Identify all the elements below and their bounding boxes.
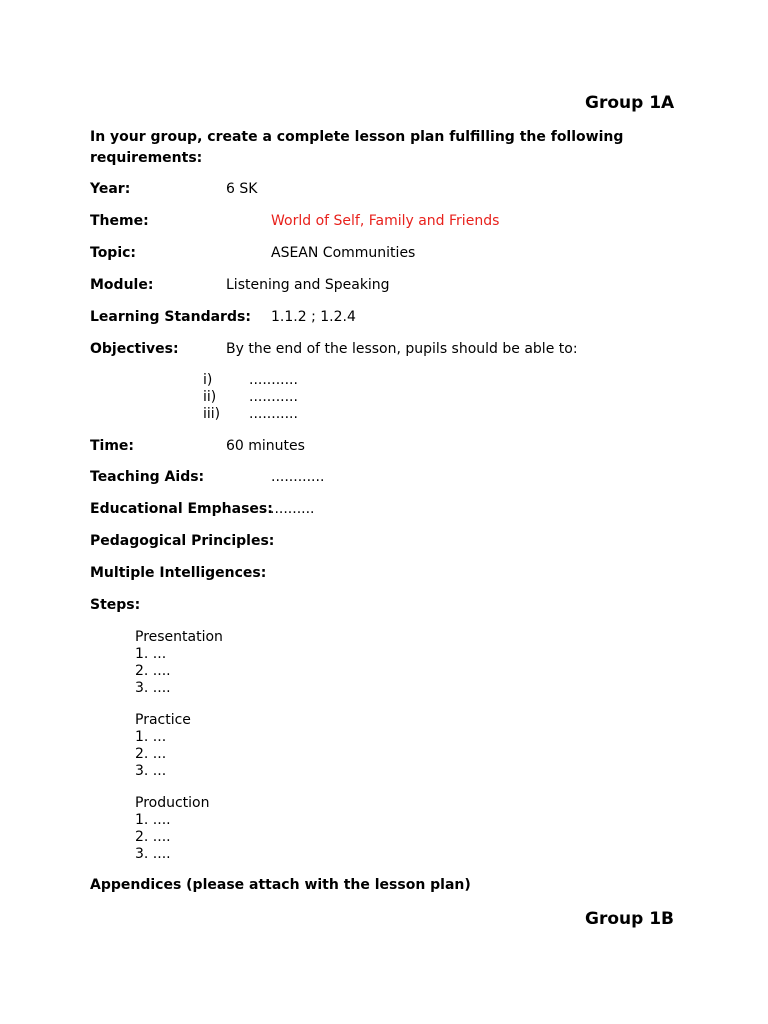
presentation-item: 3. .... <box>135 680 171 696</box>
production-item: 3. .... <box>135 846 171 862</box>
practice-item: 1. ... <box>135 729 167 745</box>
practice-title: Practice <box>135 712 191 728</box>
steps-label: Steps: <box>90 597 141 613</box>
group-1b-heading: Group 1B <box>585 909 674 929</box>
year-value: 6 SK <box>226 181 258 197</box>
intro-line-1: In your group, create a complete lesson plan fulfilling the following <box>90 129 624 145</box>
educational-emphases-value: .......... <box>270 501 315 517</box>
teaching-aids-label: Teaching Aids: <box>90 469 205 485</box>
theme-value: World of Self, Family and Friends <box>271 213 500 229</box>
learning-standards-label: Learning Standards: <box>90 309 251 325</box>
production-item: 2. .... <box>135 829 171 845</box>
time-value: 60 minutes <box>226 438 305 454</box>
educational-emphases-label: Educational Emphases: <box>90 501 273 517</box>
teaching-aids-value: ............ <box>271 469 325 485</box>
time-label: Time: <box>90 438 135 454</box>
theme-label: Theme: <box>90 213 149 229</box>
module-label: Module: <box>90 277 154 293</box>
presentation-title: Presentation <box>135 629 223 645</box>
objective-num: i) <box>203 372 213 388</box>
presentation-item: 1. ... <box>135 646 167 662</box>
objectives-label: Objectives: <box>90 341 179 357</box>
module-value: Listening and Speaking <box>226 277 390 293</box>
practice-item: 3. ... <box>135 763 167 779</box>
presentation-item: 2. .... <box>135 663 171 679</box>
objective-num: ii) <box>203 389 217 405</box>
objective-text: ........... <box>249 389 298 405</box>
learning-standards-value: 1.1.2 ; 1.2.4 <box>271 309 356 325</box>
appendices-note: Appendices (please attach with the lesson plan) <box>90 877 471 893</box>
topic-value: ASEAN Communities <box>271 245 416 261</box>
multiple-intelligences-label: Multiple Intelligences: <box>90 565 267 581</box>
intro-line-2: requirements: <box>90 150 203 166</box>
group-1a-heading: Group 1A <box>585 93 675 113</box>
objective-text: ........... <box>249 372 298 388</box>
production-title: Production <box>135 795 210 811</box>
practice-item: 2. ... <box>135 746 167 762</box>
objectives-value: By the end of the lesson, pupils should be able to: <box>226 341 578 357</box>
year-label: Year: <box>90 181 131 197</box>
objective-text: ........... <box>249 406 298 422</box>
pedagogical-principles-label: Pedagogical Principles: <box>90 533 275 549</box>
production-item: 1. .... <box>135 812 171 828</box>
topic-label: Topic: <box>90 245 137 261</box>
objective-num: iii) <box>203 406 221 422</box>
